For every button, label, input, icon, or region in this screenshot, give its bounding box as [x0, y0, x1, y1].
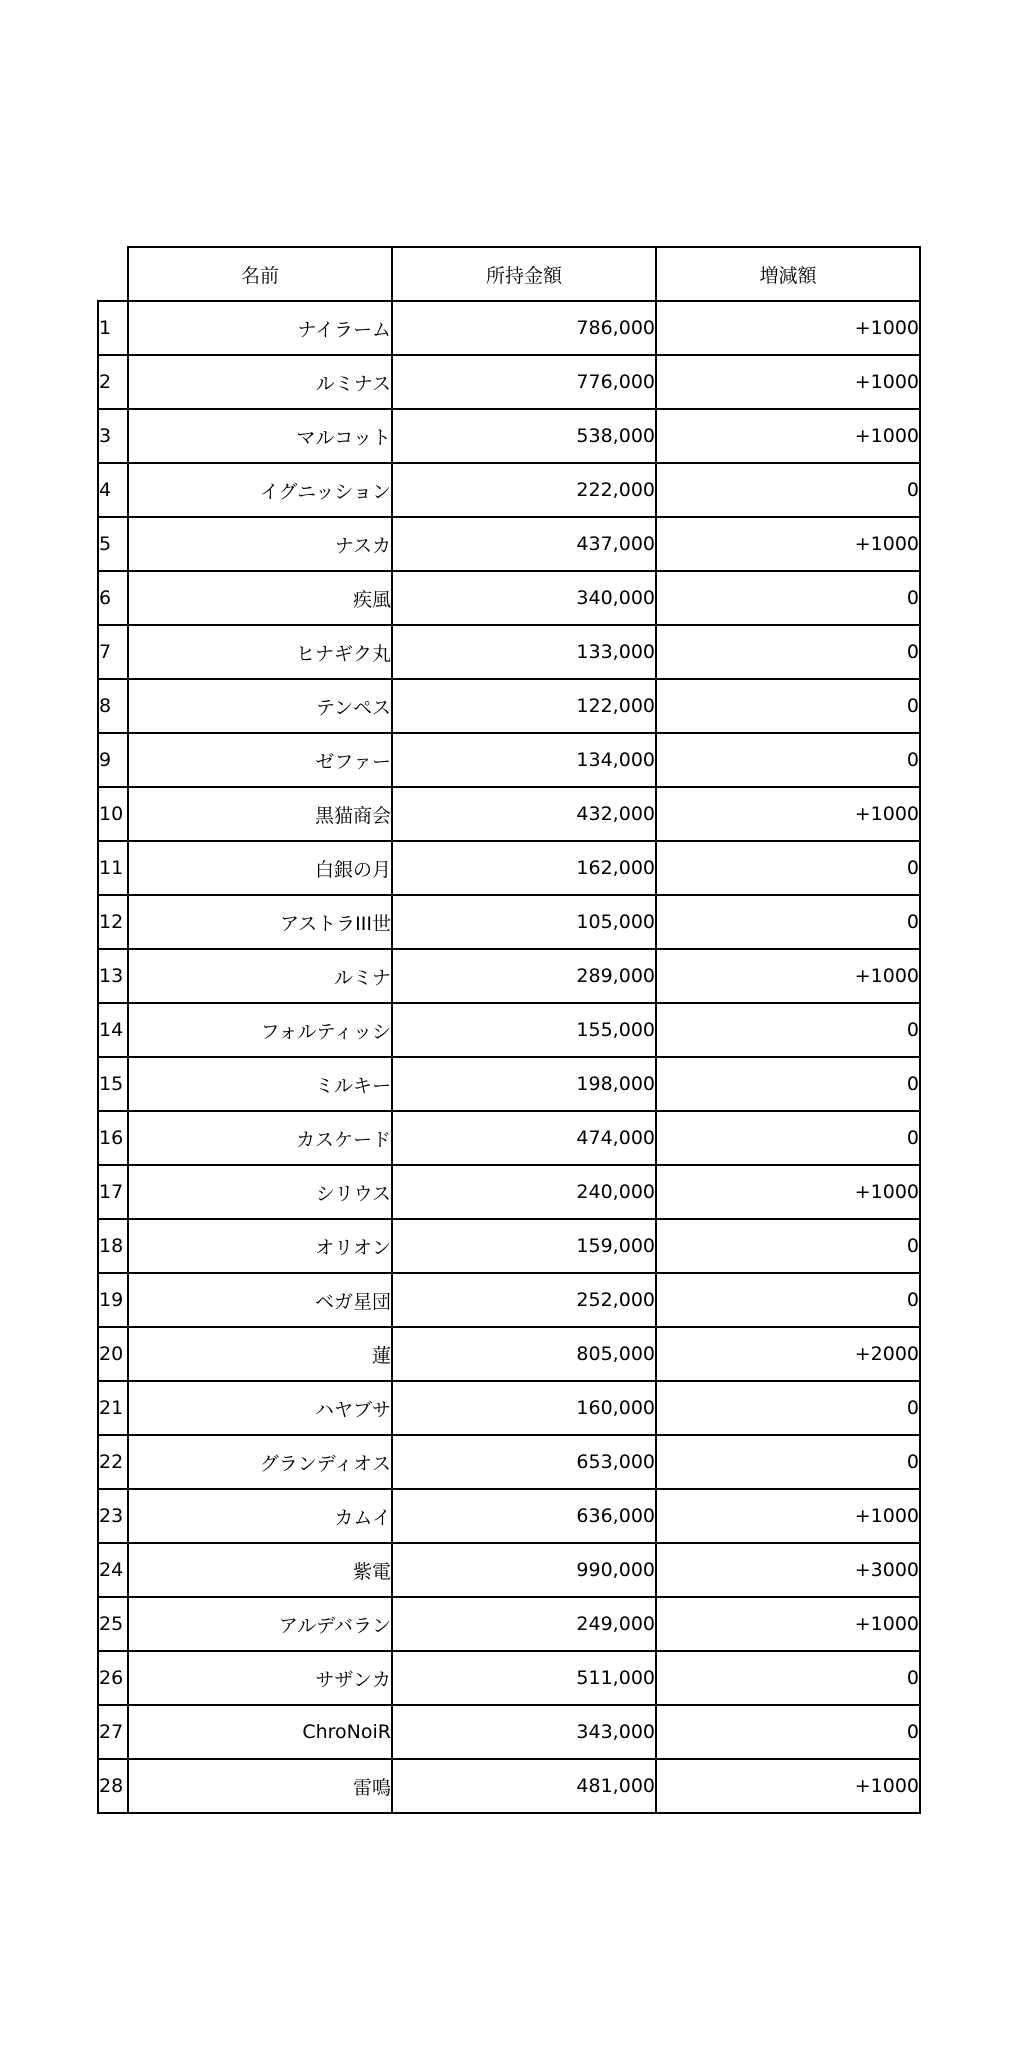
- row-money-cell: 511,000: [392, 1651, 656, 1705]
- row-change-cell: +1000: [656, 1165, 920, 1219]
- table-row: [98, 517, 920, 571]
- row-index-cell: 12: [98, 895, 128, 949]
- row-index-cell: 6: [98, 571, 128, 625]
- row-change-cell: +1000: [656, 409, 920, 463]
- row-money-cell: 538,000: [392, 409, 656, 463]
- row-money-cell: 105,000: [392, 895, 656, 949]
- table-row: [98, 1165, 920, 1219]
- row-index-cell: 2: [98, 355, 128, 409]
- table-row: [98, 1003, 920, 1057]
- row-index-cell: 13: [98, 949, 128, 1003]
- row-index-cell: 24: [98, 1543, 128, 1597]
- row-index-cell: 26: [98, 1651, 128, 1705]
- row-index-cell: 22: [98, 1435, 128, 1489]
- row-change-cell: 0: [656, 1381, 920, 1435]
- row-money-cell: 786,000: [392, 301, 656, 355]
- row-money-cell: 432,000: [392, 787, 656, 841]
- row-index-cell: 28: [98, 1759, 128, 1813]
- row-money-cell: 162,000: [392, 841, 656, 895]
- row-money-cell: 240,000: [392, 1165, 656, 1219]
- row-index-cell: 19: [98, 1273, 128, 1327]
- row-name-cell: ナスカ: [128, 517, 392, 571]
- table-row: [98, 1597, 920, 1651]
- row-name-cell: 白銀の月: [128, 841, 392, 895]
- table-row: [98, 1057, 920, 1111]
- row-money-cell: 437,000: [392, 517, 656, 571]
- row-name-cell: カムイ: [128, 1489, 392, 1543]
- row-change-cell: 0: [656, 1705, 920, 1759]
- row-name-cell: フォルティッシ: [128, 1003, 392, 1057]
- row-index-cell: 27: [98, 1705, 128, 1759]
- row-name-cell: 雷鳴: [128, 1759, 392, 1813]
- row-index-cell: 25: [98, 1597, 128, 1651]
- row-change-cell: +1000: [656, 1489, 920, 1543]
- table-row: [98, 409, 920, 463]
- row-name-cell: ChroNoiR: [128, 1705, 392, 1759]
- row-money-cell: 252,000: [392, 1273, 656, 1327]
- row-change-cell: +2000: [656, 1327, 920, 1381]
- table-row: [98, 1435, 920, 1489]
- row-name-cell: サザンカ: [128, 1651, 392, 1705]
- row-name-cell: シリウス: [128, 1165, 392, 1219]
- row-change-cell: 0: [656, 1057, 920, 1111]
- row-index-cell: 16: [98, 1111, 128, 1165]
- row-name-cell: テンペス: [128, 679, 392, 733]
- row-name-cell: ナイラーム: [128, 301, 392, 355]
- row-change-cell: +1000: [656, 301, 920, 355]
- row-index-cell: 10: [98, 787, 128, 841]
- table-row: [98, 841, 920, 895]
- table-row: [98, 1705, 920, 1759]
- row-name-cell: イグニッション: [128, 463, 392, 517]
- row-index-cell: 18: [98, 1219, 128, 1273]
- row-name-cell: オリオン: [128, 1219, 392, 1273]
- row-money-cell: 155,000: [392, 1003, 656, 1057]
- row-money-cell: 134,000: [392, 733, 656, 787]
- table-row: [98, 463, 920, 517]
- row-name-cell: 紫電: [128, 1543, 392, 1597]
- table-row: [98, 301, 920, 355]
- table-row: [98, 679, 920, 733]
- row-index-cell: 3: [98, 409, 128, 463]
- row-change-cell: 0: [656, 571, 920, 625]
- row-name-cell: 疾風: [128, 571, 392, 625]
- row-index-cell: 7: [98, 625, 128, 679]
- row-change-cell: +1000: [656, 517, 920, 571]
- table-row: [98, 1651, 920, 1705]
- header-row: [98, 247, 920, 301]
- row-money-cell: 805,000: [392, 1327, 656, 1381]
- row-index-cell: 5: [98, 517, 128, 571]
- row-name-cell: アストラIII世: [128, 895, 392, 949]
- row-name-cell: マルコット: [128, 409, 392, 463]
- name-column-header: 名前: [128, 247, 392, 301]
- row-money-cell: 481,000: [392, 1759, 656, 1813]
- table-row: [98, 1489, 920, 1543]
- row-index-cell: 17: [98, 1165, 128, 1219]
- table-row: [98, 571, 920, 625]
- table-row: [98, 1327, 920, 1381]
- row-money-cell: 249,000: [392, 1597, 656, 1651]
- table-row: [98, 1759, 920, 1813]
- row-name-cell: 蓮: [128, 1327, 392, 1381]
- corner-blank-cell: [98, 247, 128, 301]
- row-money-cell: 133,000: [392, 625, 656, 679]
- row-change-cell: 0: [656, 841, 920, 895]
- change-column-header: 増減額: [656, 247, 920, 301]
- row-money-cell: 222,000: [392, 463, 656, 517]
- row-money-cell: 474,000: [392, 1111, 656, 1165]
- row-index-cell: 4: [98, 463, 128, 517]
- row-money-cell: 343,000: [392, 1705, 656, 1759]
- row-change-cell: +1000: [656, 1759, 920, 1813]
- row-money-cell: 636,000: [392, 1489, 656, 1543]
- table-row: [98, 1381, 920, 1435]
- row-name-cell: ヒナギク丸: [128, 625, 392, 679]
- money-ranking-table: [97, 246, 921, 1814]
- row-change-cell: +1000: [656, 355, 920, 409]
- row-index-cell: 15: [98, 1057, 128, 1111]
- row-index-cell: 23: [98, 1489, 128, 1543]
- row-change-cell: 0: [656, 1219, 920, 1273]
- row-change-cell: +1000: [656, 949, 920, 1003]
- table-row: [98, 1273, 920, 1327]
- row-name-cell: 黒猫商会: [128, 787, 392, 841]
- row-change-cell: 0: [656, 1111, 920, 1165]
- table-row: [98, 625, 920, 679]
- row-index-cell: 1: [98, 301, 128, 355]
- money-column-header: 所持金額: [392, 247, 656, 301]
- row-money-cell: 159,000: [392, 1219, 656, 1273]
- row-change-cell: 0: [656, 1273, 920, 1327]
- row-name-cell: ベガ星団: [128, 1273, 392, 1327]
- row-change-cell: 0: [656, 895, 920, 949]
- row-change-cell: 0: [656, 1651, 920, 1705]
- row-money-cell: 122,000: [392, 679, 656, 733]
- table-row: [98, 355, 920, 409]
- row-name-cell: ミルキー: [128, 1057, 392, 1111]
- table-row: [98, 1543, 920, 1597]
- table-body: [98, 301, 920, 1813]
- table-row: [98, 787, 920, 841]
- row-change-cell: 0: [656, 679, 920, 733]
- row-index-cell: 20: [98, 1327, 128, 1381]
- row-change-cell: 0: [656, 1003, 920, 1057]
- table-row: [98, 949, 920, 1003]
- row-index-cell: 14: [98, 1003, 128, 1057]
- table-row: [98, 895, 920, 949]
- row-change-cell: +1000: [656, 1597, 920, 1651]
- table-row: [98, 733, 920, 787]
- row-money-cell: 289,000: [392, 949, 656, 1003]
- row-money-cell: 160,000: [392, 1381, 656, 1435]
- row-index-cell: 8: [98, 679, 128, 733]
- row-index-cell: 9: [98, 733, 128, 787]
- row-name-cell: ゼファー: [128, 733, 392, 787]
- row-name-cell: グランディオス: [128, 1435, 392, 1489]
- row-name-cell: ルミナス: [128, 355, 392, 409]
- row-name-cell: ハヤブサ: [128, 1381, 392, 1435]
- row-change-cell: 0: [656, 463, 920, 517]
- table-row: [98, 1219, 920, 1273]
- row-index-cell: 21: [98, 1381, 128, 1435]
- row-name-cell: ルミナ: [128, 949, 392, 1003]
- row-name-cell: カスケード: [128, 1111, 392, 1165]
- row-money-cell: 776,000: [392, 355, 656, 409]
- table-row: [98, 1111, 920, 1165]
- row-money-cell: 653,000: [392, 1435, 656, 1489]
- row-money-cell: 990,000: [392, 1543, 656, 1597]
- row-change-cell: 0: [656, 733, 920, 787]
- row-name-cell: アルデバラン: [128, 1597, 392, 1651]
- row-change-cell: +3000: [656, 1543, 920, 1597]
- row-change-cell: +1000: [656, 787, 920, 841]
- row-index-cell: 11: [98, 841, 128, 895]
- row-money-cell: 340,000: [392, 571, 656, 625]
- row-money-cell: 198,000: [392, 1057, 656, 1111]
- row-change-cell: 0: [656, 625, 920, 679]
- row-change-cell: 0: [656, 1435, 920, 1489]
